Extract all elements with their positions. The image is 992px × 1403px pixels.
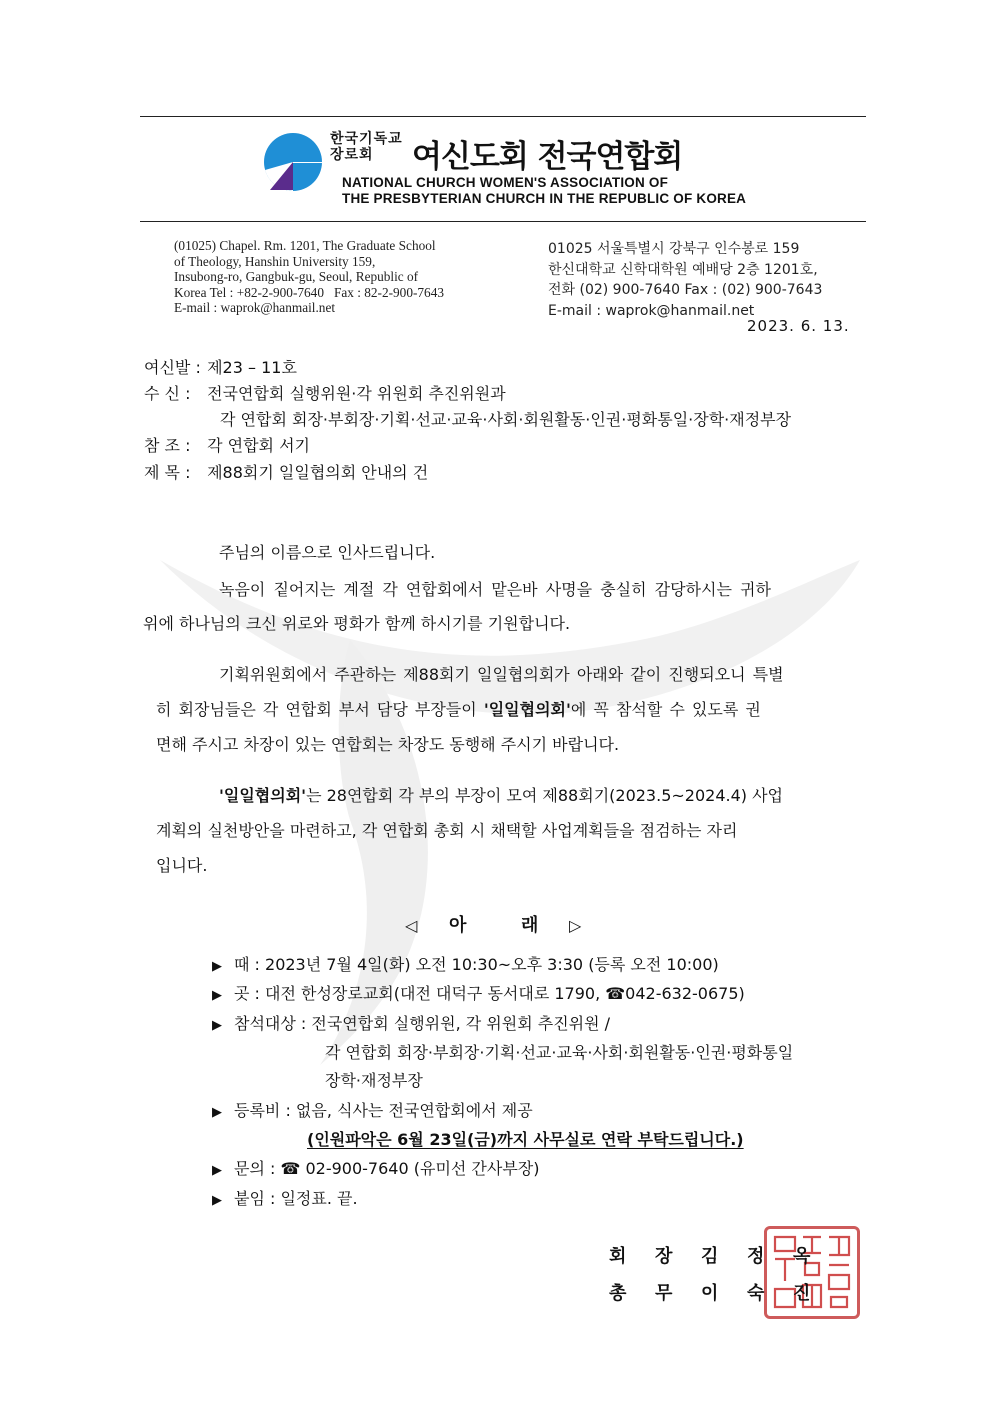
reference-label: 참 조 : (144, 436, 191, 455)
bullet-icon: ▶ (212, 1018, 222, 1033)
paragraph-3-line-1 (219, 783, 783, 806)
organization-name-english-line-1: NATIONAL CHURCH WOMEN'S ASSOCIATION OF (342, 175, 669, 190)
paragraph-3-line-2: 계획의 실천방안을 마련하고, 각 연합회 총회 시 채택할 사업계획들을 점검하는 자리 (156, 821, 738, 840)
bullet-icon: ▶ (212, 1105, 222, 1120)
signature-president-char-5: 옥 (793, 1246, 811, 1267)
item-attendees-text: 참석대상 : 전국연합회 실행위원, 각 위원회 추진위원 / (234, 1014, 611, 1033)
recipient-row (144, 381, 506, 407)
document-date: 2023. 6. 13. (747, 317, 850, 335)
paragraph-2-emphasis: '일일협의회' (483, 700, 571, 719)
organization-title: 여신도회 전국연합회 (412, 139, 683, 175)
header-top-rule (140, 116, 866, 117)
right-triangle-icon: ▷ (569, 916, 582, 935)
section-title-char-1: 아 (449, 915, 467, 936)
item-attachment (212, 1186, 358, 1209)
item-where-text: 곳 : 대전 한성장로교회(대전 대덕구 동서대로 1790, ☎042-632-0675) (234, 984, 745, 1003)
item-when (212, 952, 719, 975)
reference: 각 연합회 서기 (207, 436, 311, 455)
item-contact (212, 1156, 540, 1179)
signature-president (609, 1242, 839, 1268)
paragraph-1-line-1: 녹음이 짙어지는 계절 각 연합회에서 맡은바 사명을 충실히 감당하시는 귀하 (219, 580, 771, 599)
item-fee (212, 1098, 533, 1121)
document-number-label: 여신발 : (144, 358, 201, 377)
item-attendees (212, 1011, 610, 1034)
paragraph-2-line-2-text-c: 에 꼭 참석할 수 있도록 권 (570, 700, 761, 719)
signature-secretary (609, 1279, 839, 1305)
signature-secretary-char-3: 이 (701, 1283, 719, 1304)
subject: 제88회기 일일협의회 안내의 건 (207, 463, 429, 482)
paragraph-3-emphasis: '일일협의회' (219, 786, 307, 805)
bullet-icon: ▶ (212, 1163, 222, 1178)
paragraph-2-line-2 (156, 697, 761, 720)
subject-label: 제 목 : (144, 463, 191, 482)
item-attendees-line-3: 장학·재정부장 (325, 1071, 423, 1090)
item-attachment-text: 붙임 : 일정표. 끝. (234, 1189, 358, 1208)
document-number: 제23 – 11호 (207, 358, 297, 377)
address-korean: 01025 서울특별시 강북구 인수봉로 159 한신대학교 신학대학원 예배당 2층 1201호, 전화 (02) 900-7640 Fax : (02) 900-7643 E-mail : waprok@hanmail.net (548, 241, 823, 319)
signature-president-char-2: 장 (655, 1246, 673, 1267)
paragraph-3-line-1-text: 는 28연합회 각 부의 부장이 모여 제88회기(2023.5~2024.4) 사업 (306, 786, 784, 805)
signature-secretary-char-4: 숙 (747, 1283, 765, 1304)
greeting: 주님의 이름으로 인사드립니다. (219, 543, 436, 562)
organization-name-english-line-2: THE PRESBYTERIAN CHURCH IN THE REPUBLIC OF KOREA (342, 191, 747, 206)
item-where (212, 981, 745, 1004)
organization-denomination: 한국기독교 장로회 (330, 131, 403, 163)
item-contact-text: 문의 : ☎ 02-900-7640 (유미선 간사부장) (234, 1159, 540, 1178)
signature-president-char-4: 정 (747, 1246, 765, 1267)
paragraph-2-line-3: 면해 주시고 차장이 있는 연합회는 차장도 동행해 주시기 바랍니다. (156, 735, 620, 754)
signature-secretary-char-1: 총 (609, 1283, 627, 1304)
paragraph-2-line-1: 기획위원회에서 주관하는 제88회기 일일협의회가 아래와 같이 진행되오니 특별 (219, 665, 784, 684)
signature-president-char-3: 김 (701, 1246, 719, 1267)
registration-notice: (인원파악은 6월 23일(금)까지 사무실로 연락 부탁드립니다.) (307, 1130, 744, 1149)
signature-secretary-char-5: 진 (793, 1283, 811, 1304)
left-triangle-icon: ◁ (405, 916, 418, 935)
item-attendees-line-2: 각 연합회 회장·부회장·기획·선교·교육·사회·회원활동·인권·평화통일 (325, 1043, 794, 1062)
official-seal-stamp (764, 1226, 860, 1319)
recipient-line-2: 각 연합회 회장·부회장·기획·선교·교육·사회·회원활동·인권·평화통일·장학·재정부장 (220, 410, 792, 429)
signature-president-char-1: 회 (609, 1246, 627, 1267)
reference-row (144, 433, 310, 459)
header-bottom-rule (140, 221, 866, 222)
address-english: (01025) Chapel. Rm. 1201, The Graduate School of Theology, Hanshin University 159, Insubong-ro, Gangbuk-gu, Seoul, Republic of Korea Tel : +82-2-900-7640 Fax : 82-2-900-7643 E-mail : waprok@hanmail.net (174, 238, 444, 316)
paragraph-3-line-3: 입니다. (156, 856, 208, 875)
paragraph-2-line-2-text-a: 히 회장님들은 각 연합회 부서 담당 부장들이 (156, 700, 484, 719)
organization-logo-icon (262, 132, 324, 192)
subject-row (144, 460, 428, 486)
document-number-row (144, 355, 297, 381)
section-title-char-2: 래 (521, 915, 539, 936)
recipient-line-1: 전국연합회 실행위원·각 위원회 추진위원과 (207, 384, 506, 403)
organization-name-english (342, 175, 746, 207)
item-when-text: 때 : 2023년 7월 4일(화) 오전 10:30~오후 3:30 (등록 오전 10:00) (234, 955, 719, 974)
paragraph-1-line-2: 위에 하나님의 크신 위로와 평화가 함께 하시기를 기원합니다. (143, 614, 571, 633)
item-fee-text: 등록비 : 없음, 식사는 전국연합회에서 제공 (234, 1101, 533, 1120)
bullet-icon: ▶ (212, 1193, 222, 1208)
signature-secretary-char-2: 무 (655, 1283, 673, 1304)
section-title (405, 911, 581, 937)
bullet-icon: ▶ (212, 988, 222, 1003)
recipient-label: 수 신 : (144, 384, 191, 403)
bullet-icon: ▶ (212, 959, 222, 974)
